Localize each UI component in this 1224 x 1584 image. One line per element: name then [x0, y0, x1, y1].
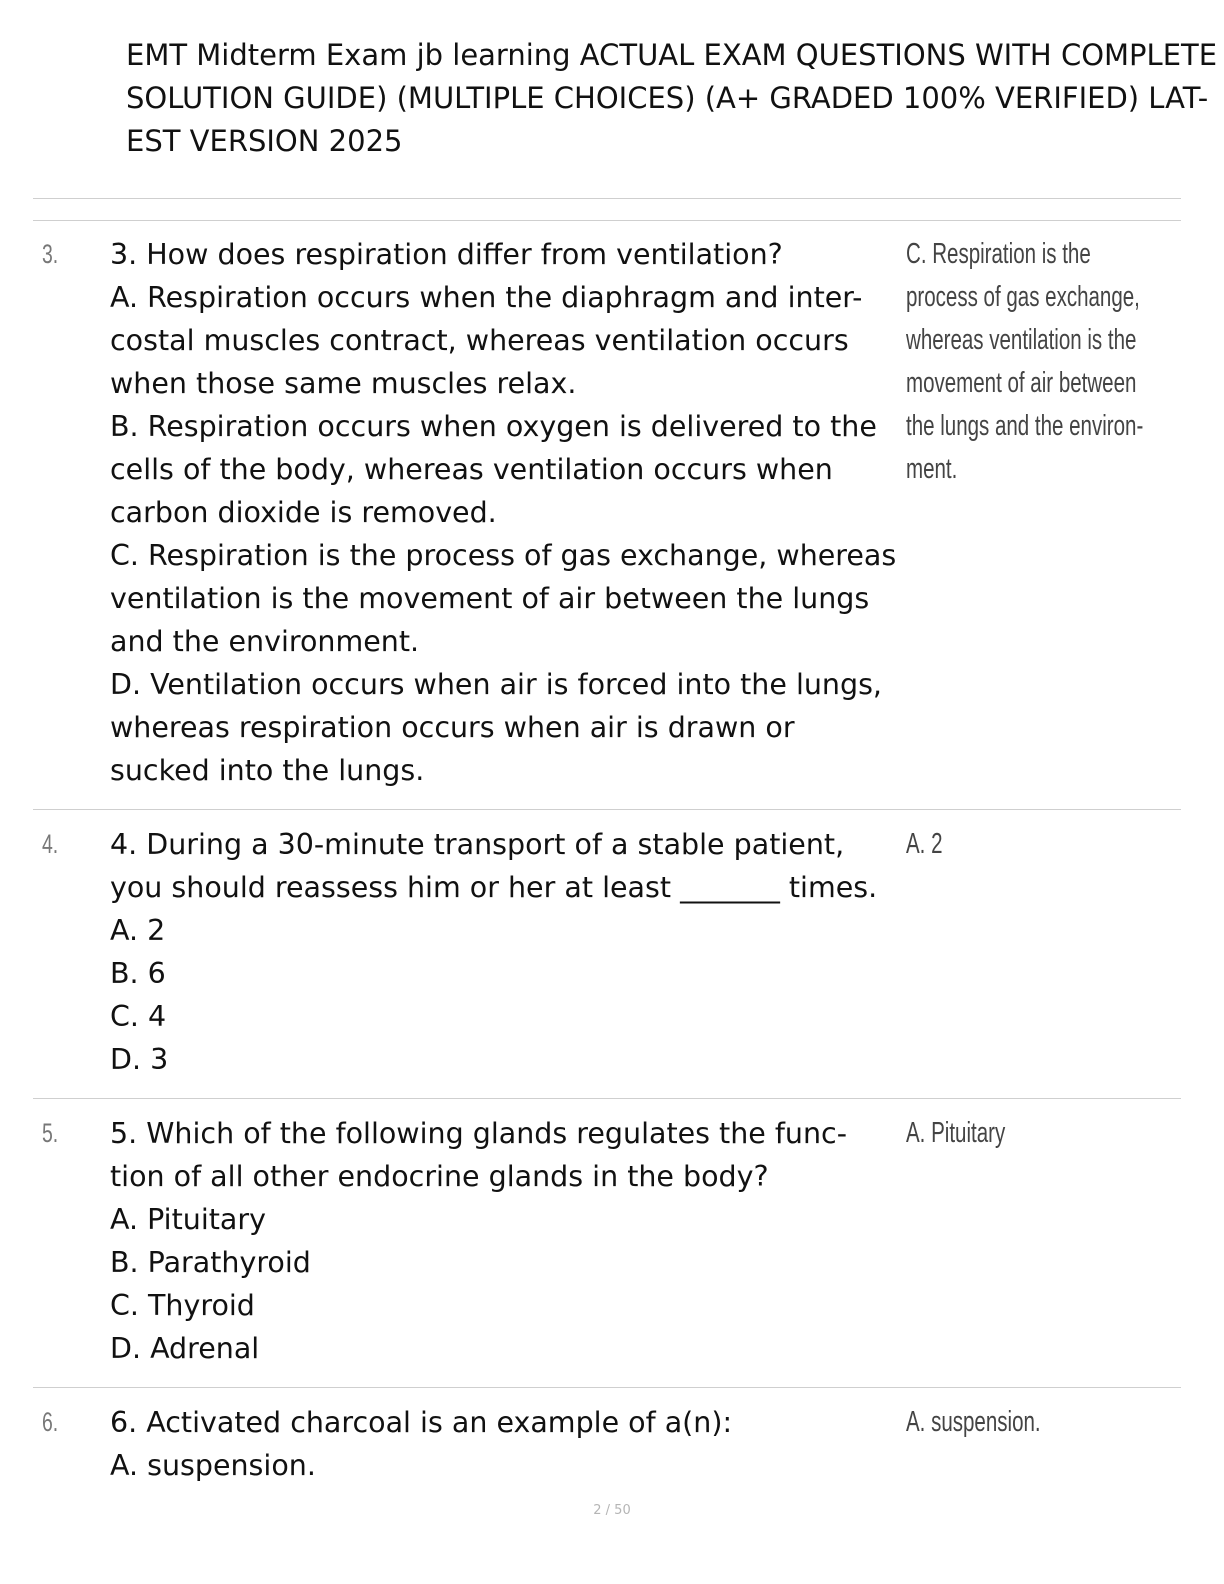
answer-line: whereas ventilation is the [906, 324, 1137, 356]
question-line: carbon dioxide is removed. [110, 496, 497, 529]
question-line: D. Adrenal [110, 1332, 260, 1365]
answer-line: movement of air between [906, 367, 1137, 399]
answer-line: A. Pituitary [906, 1117, 1006, 1149]
question-text [110, 1401, 896, 1487]
question-line: costal muscles contract, whereas ventilation occurs [110, 324, 849, 357]
question-line: A. Respiration occurs when the diaphragm and inter- [110, 281, 863, 314]
page-indicator: 2 / 50 [593, 1503, 631, 1518]
answer-text [906, 233, 1165, 491]
question-line: tion of all other endocrine glands in the body? [110, 1160, 769, 1193]
question-line: B. 6 [110, 957, 166, 990]
question-line: cells of the body, whereas ventilation occurs when [110, 453, 833, 486]
answer-text [906, 1112, 1165, 1155]
divider [33, 220, 1181, 221]
question-line: C. 4 [110, 1000, 167, 1033]
question-line: when those same muscles relax. [110, 367, 577, 400]
question-line: 3. How does respiration differ from ventilation? [110, 238, 783, 271]
question-line: 4. During a 30-minute transport of a stable patient, [110, 828, 845, 861]
question-line: A. Pituitary [110, 1203, 266, 1236]
answer-line: A. suspension. [906, 1406, 1041, 1438]
answer-line: C. Respiration is the [906, 238, 1091, 270]
question-line: whereas respiration occurs when air is drawn or [110, 711, 795, 744]
question-text [110, 233, 896, 792]
answer-text [906, 823, 1165, 866]
question-line: 6. Activated charcoal is an example of a(n): [110, 1406, 733, 1439]
question-line: C. Thyroid [110, 1289, 255, 1322]
question-line: C. Respiration is the process of gas exchange, whereas [110, 539, 897, 572]
answer-line: A. 2 [906, 828, 943, 860]
question-line: A. 2 [110, 914, 166, 947]
question-number: 3. [42, 239, 59, 269]
answer-line: the lungs and the environ- [906, 410, 1144, 442]
question-line: ventilation is the movement of air between the lungs [110, 582, 870, 615]
question-line: 5. Which of the following glands regulates the func- [110, 1117, 848, 1150]
question-line: sucked into the lungs. [110, 754, 425, 787]
divider [33, 198, 1181, 199]
divider [33, 1387, 1181, 1388]
question-line: D. 3 [110, 1043, 169, 1076]
question-line: B. Parathyroid [110, 1246, 311, 1279]
divider [33, 1098, 1181, 1099]
divider [33, 809, 1181, 810]
question-number: 6. [42, 1407, 59, 1437]
answer-line: process of gas exchange, [906, 281, 1140, 313]
question-line: and the environment. [110, 625, 420, 658]
question-line: D. Ventilation occurs when air is forced into the lungs, [110, 668, 882, 701]
question-line: you should reassess him or her at least _______ times. [110, 871, 878, 904]
page-title: EMT Midterm Exam jb learning ACTUAL EXAM QUESTIONS WITH COMPLETE SOLUTION GUIDE) (MULTIPLE CHOICES) (A+ GRADED 100% VERIFIED) LAT- EST VERSION 2025 [126, 38, 1218, 158]
answer-text [906, 1401, 1165, 1444]
question-number: 5. [42, 1118, 59, 1148]
question-line: A. suspension. [110, 1449, 316, 1482]
question-text [110, 1112, 896, 1370]
answer-line: ment. [906, 453, 958, 485]
question-number: 4. [42, 829, 59, 859]
question-text [110, 823, 896, 1081]
question-line: B. Respiration occurs when oxygen is delivered to the [110, 410, 877, 443]
